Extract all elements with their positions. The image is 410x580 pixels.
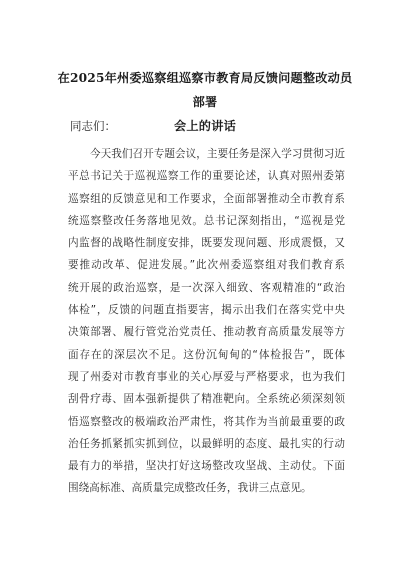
paragraph-line: 围绕高标准、高质量完成整改任务，我讲三点意见。 <box>68 482 312 495</box>
paragraph-line: 平总书记关于巡视巡察工作的重要论述，认真对照州委第 <box>68 170 345 183</box>
body-paragraph <box>68 143 345 500</box>
paragraph-line: 最有力的举措，坚决打好这场整改攻坚战、主动仗。下面 <box>68 460 345 473</box>
paragraph-line: 统巡察整改任务落地见效。总书记深刻指出，“巡视是党 <box>68 214 345 227</box>
salutation: 同志们： <box>70 119 116 133</box>
paragraph-line: 决策部署、履行管党治党责任、推动教育高质量发展等方 <box>68 326 345 339</box>
paragraph-line: 现了州委对市教育事业的关心厚爱与严格要求，也为我们 <box>68 370 345 383</box>
title-line-2: 会上的讲话 <box>174 119 236 133</box>
paragraph-line: 悟巡察整改的极端政治严肃性，将其作为当前最重要的政 <box>68 415 345 428</box>
paragraph-line: 治任务抓紧抓实抓到位，以最鲜明的态度、最扎实的行动 <box>68 437 345 450</box>
paragraph-line: 要推动改革、促进发展。”此次州委巡察组对我们教育系 <box>68 259 345 272</box>
paragraph-line: 今天我们召开专题会议，主要任务是深入学习贯彻习近 <box>90 148 345 160</box>
paragraph-line: 体检”，反馈的问题直指要害，揭示出我们在落实党中央 <box>68 304 345 317</box>
paragraph-line: 统开展的政治巡察，是一次深入细致、客观精准的“政治 <box>68 281 345 294</box>
title-line-1: 在2025年州委巡察组巡察市教育局反馈问题整改动员部署 <box>57 71 353 109</box>
paragraph-line: 面存在的深层次不足。这份沉甸甸的“体检报告”，既体 <box>68 348 345 361</box>
paragraph-line: 巡察组的反馈意见和工作要求，全面部署推动全市教育系 <box>68 192 345 205</box>
paragraph-line: 内监督的战略性制度安排，既要发现问题、形成震慑，又 <box>68 237 345 250</box>
paragraph-line: 刮骨疗毒、固本强新提供了精准靶向。全系统必须深刻领 <box>68 393 345 406</box>
